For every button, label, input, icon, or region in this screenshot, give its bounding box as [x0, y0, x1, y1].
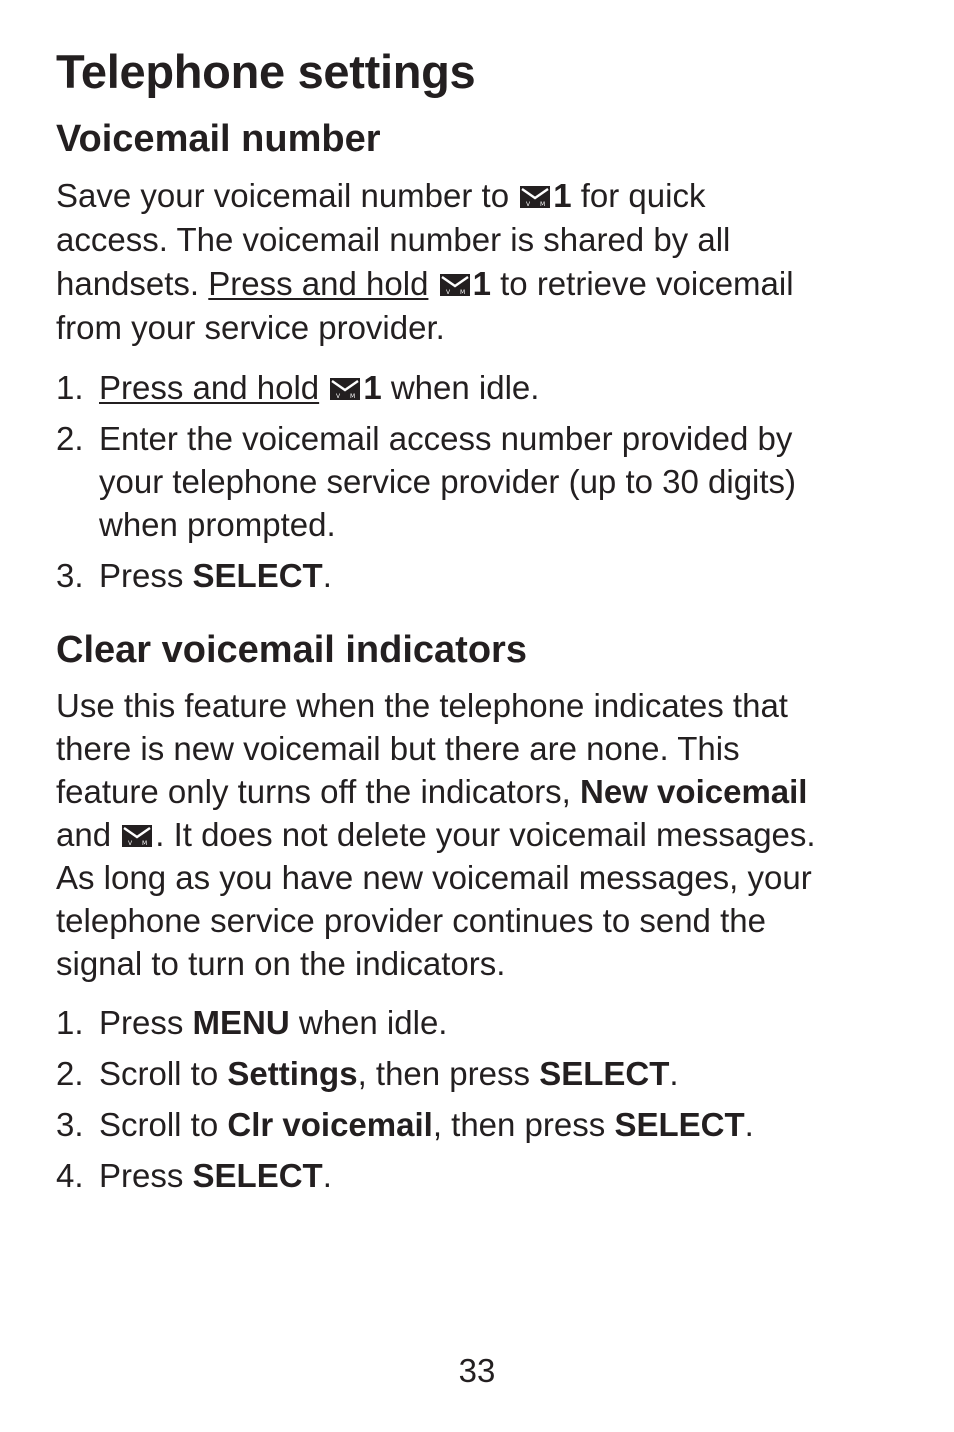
page-title: Telephone settings — [56, 45, 476, 98]
list-item: 2. Scroll to Settings, then press SELECT. — [56, 1055, 679, 1092]
svg-text:V: V — [128, 840, 133, 847]
clear-indicators-steps — [56, 1001, 916, 1197]
svg-text:M: M — [459, 289, 465, 296]
voicemail-envelope-icon — [122, 825, 152, 847]
voicemail-envelope-icon — [330, 378, 360, 400]
svg-text:M: M — [142, 840, 148, 847]
svg-text:M: M — [350, 393, 356, 400]
list-item: 1. Press MENU when idle. — [56, 1004, 448, 1041]
press-and-hold-link[interactable]: Press and hold — [208, 265, 429, 302]
voicemail-number-intro: Save your voicemail number to V M 1 for quick access. The voicemail number is shared by all handsets. Press and hold V M 1 to retrieve voicemail from your service provider. — [56, 177, 794, 346]
svg-text:V: V — [445, 289, 450, 296]
section-heading-clear-voicemail-indicators: Clear voicemail indicators — [56, 629, 527, 671]
voicemail-envelope-icon — [440, 274, 470, 296]
list-item: 1. Press and hold V M 1 when idle. — [56, 369, 540, 406]
voicemail-envelope-icon — [520, 186, 550, 208]
list-item: 3. Scroll to Clr voicemail, then press SELECT. — [56, 1106, 754, 1143]
section-heading-voicemail-number: Voicemail number — [56, 118, 381, 160]
voicemail-number-steps — [56, 366, 916, 597]
svg-text:V: V — [336, 393, 341, 400]
svg-text:M: M — [540, 201, 546, 208]
press-and-hold-link[interactable]: Press and hold — [99, 369, 320, 406]
list-item: 4. Press SELECT. — [56, 1157, 332, 1194]
page-number: 33 — [458, 1352, 496, 1389]
list-item: 3. Press SELECT. — [56, 557, 332, 594]
list-item: 2. Enter the voicemail access number provided by your telephone service provider (up to 30 digits) when prompted. — [56, 420, 797, 543]
svg-text:V: V — [526, 201, 531, 208]
clear-indicators-body: Use this feature when the telephone indicates that there is new voicemail but there are none. This feature only turns off the indicators, New voicemail and V M . It does not delete your voicemail messages. As long as you have new voicemail messages, your telephone service provider continues to send the signal to turn on the indicators. — [56, 687, 816, 982]
